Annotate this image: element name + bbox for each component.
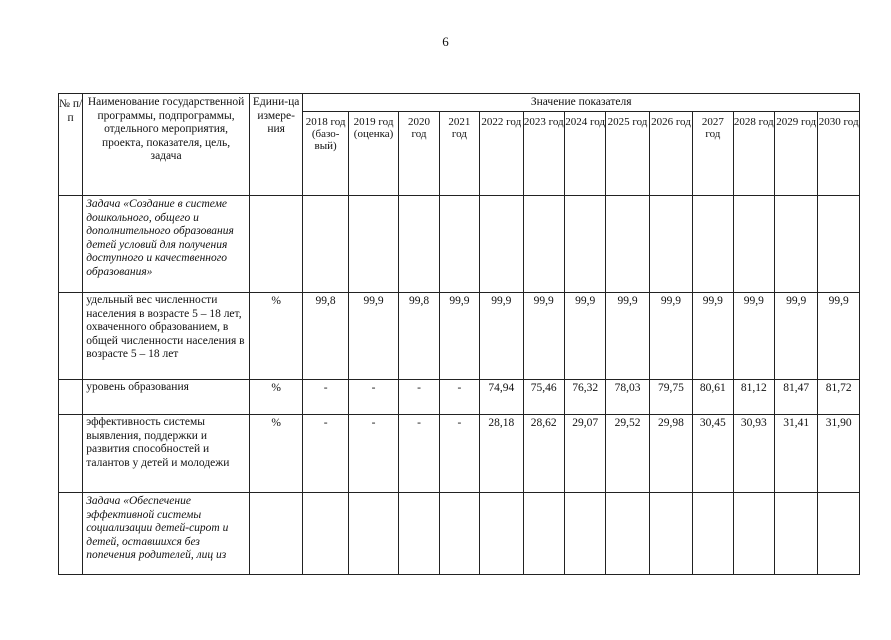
indicator-value: 74,94 bbox=[480, 380, 523, 415]
indicator-value: 99,9 bbox=[564, 293, 605, 380]
row-number bbox=[59, 380, 83, 415]
indicator-value: 99,9 bbox=[693, 293, 733, 380]
indicator-name: эффективность системы выявления, поддержки и развития способностей и талантов у детей и молодежи bbox=[83, 415, 250, 493]
indicator-value bbox=[693, 493, 733, 575]
task-name: Задача «Создание в системе дошкольного, общего и дополнительного образования детей условий для получения доступного и качественного образования» bbox=[83, 196, 250, 293]
indicator-value: 99,9 bbox=[649, 293, 692, 380]
task-row bbox=[59, 196, 860, 293]
indicator-row bbox=[59, 380, 860, 415]
page-number: 6 bbox=[442, 34, 449, 49]
task-name: Задача «Обеспечение эффективной системы социализации детей-сирот и детей, оставшихся без попечения родителей, лиц из bbox=[83, 493, 250, 575]
indicator-value bbox=[399, 196, 439, 293]
indicator-value bbox=[523, 493, 564, 575]
indicator-value: - bbox=[439, 415, 479, 493]
indicator-value: - bbox=[399, 415, 439, 493]
indicator-value: 99,9 bbox=[480, 293, 523, 380]
indicator-value: 99,9 bbox=[733, 293, 774, 380]
header-year: 2030 год bbox=[818, 112, 860, 196]
indicator-value: - bbox=[303, 415, 348, 493]
indicator-unit bbox=[249, 493, 303, 575]
indicator-value: 28,18 bbox=[480, 415, 523, 493]
indicator-value bbox=[348, 493, 398, 575]
indicator-value: 80,61 bbox=[693, 380, 733, 415]
header-year: 2019 год (оценка) bbox=[348, 112, 398, 196]
indicator-value bbox=[649, 493, 692, 575]
header-year: 2026 год bbox=[649, 112, 692, 196]
indicator-unit: % bbox=[249, 415, 303, 493]
indicator-value bbox=[649, 196, 692, 293]
header-name: Наименование государственной программы, подпрограммы, отдельного мероприятия, проекта, показателя, цель, задача bbox=[83, 94, 250, 196]
indicator-value: 99,9 bbox=[818, 293, 860, 380]
indicator-value bbox=[733, 493, 774, 575]
indicator-value: 78,03 bbox=[606, 380, 649, 415]
indicator-unit bbox=[249, 196, 303, 293]
indicator-value bbox=[399, 493, 439, 575]
indicator-value: 76,32 bbox=[564, 380, 605, 415]
indicator-value: 75,46 bbox=[523, 380, 564, 415]
indicator-value: 29,98 bbox=[649, 415, 692, 493]
header-year: 2023 год bbox=[523, 112, 564, 196]
indicator-value bbox=[818, 196, 860, 293]
header-year: 2024 год bbox=[564, 112, 605, 196]
row-number bbox=[59, 493, 83, 575]
indicator-value: - bbox=[439, 380, 479, 415]
indicator-value bbox=[606, 196, 649, 293]
indicator-value: 81,12 bbox=[733, 380, 774, 415]
header-unit: Едини-ца измере-ния bbox=[249, 94, 303, 196]
indicator-value bbox=[439, 493, 479, 575]
indicator-value bbox=[439, 196, 479, 293]
indicator-value bbox=[733, 196, 774, 293]
header-values-group: Значение показателя bbox=[303, 94, 860, 112]
indicator-value: 31,41 bbox=[774, 415, 817, 493]
indicator-value: 99,8 bbox=[399, 293, 439, 380]
task-row bbox=[59, 493, 860, 575]
indicator-name: удельный вес численности населения в возрасте 5 – 18 лет, охваченного образованием, в общей численности населения в возрасте 5 – 18 лет bbox=[83, 293, 250, 380]
indicator-row bbox=[59, 293, 860, 380]
header-year: 2027 год bbox=[693, 112, 733, 196]
indicator-value: - bbox=[399, 380, 439, 415]
indicator-value: 31,90 bbox=[818, 415, 860, 493]
indicator-value bbox=[774, 493, 817, 575]
indicator-value bbox=[348, 196, 398, 293]
indicator-value: - bbox=[348, 415, 398, 493]
indicator-unit: % bbox=[249, 380, 303, 415]
indicator-value: 99,8 bbox=[303, 293, 348, 380]
header-year: 2029 год bbox=[774, 112, 817, 196]
indicator-value: - bbox=[303, 380, 348, 415]
header-row-top bbox=[59, 94, 860, 112]
header-year: 2021 год bbox=[439, 112, 479, 196]
indicator-value: 28,62 bbox=[523, 415, 564, 493]
indicator-value: 99,9 bbox=[439, 293, 479, 380]
indicator-value: 99,9 bbox=[523, 293, 564, 380]
indicator-value bbox=[564, 493, 605, 575]
header-year: 2022 год bbox=[480, 112, 523, 196]
indicators-table bbox=[58, 93, 860, 575]
indicator-value: 30,45 bbox=[693, 415, 733, 493]
indicator-value: 81,47 bbox=[774, 380, 817, 415]
header-num: № п/п bbox=[59, 94, 83, 196]
indicator-value: 99,9 bbox=[774, 293, 817, 380]
row-number bbox=[59, 293, 83, 380]
header-year: 2028 год bbox=[733, 112, 774, 196]
indicator-unit: % bbox=[249, 293, 303, 380]
indicator-value bbox=[606, 493, 649, 575]
header-year: 2025 год bbox=[606, 112, 649, 196]
indicator-value: - bbox=[348, 380, 398, 415]
indicator-value: 99,9 bbox=[606, 293, 649, 380]
indicator-value bbox=[523, 196, 564, 293]
indicator-value bbox=[480, 493, 523, 575]
indicator-row bbox=[59, 415, 860, 493]
indicator-value: 30,93 bbox=[733, 415, 774, 493]
indicator-value bbox=[818, 493, 860, 575]
indicator-value bbox=[564, 196, 605, 293]
indicator-value: 79,75 bbox=[649, 380, 692, 415]
indicator-value bbox=[774, 196, 817, 293]
row-number bbox=[59, 196, 83, 293]
indicator-value: 29,52 bbox=[606, 415, 649, 493]
indicator-value bbox=[303, 493, 348, 575]
row-number bbox=[59, 415, 83, 493]
header-year: 2020 год bbox=[399, 112, 439, 196]
indicator-value bbox=[693, 196, 733, 293]
indicator-value: 29,07 bbox=[564, 415, 605, 493]
indicator-value: 81,72 bbox=[818, 380, 860, 415]
indicator-name: уровень образования bbox=[83, 380, 250, 415]
indicator-value bbox=[303, 196, 348, 293]
header-year: 2018 год (базо-вый) bbox=[303, 112, 348, 196]
indicator-value: 99,9 bbox=[348, 293, 398, 380]
indicator-value bbox=[480, 196, 523, 293]
